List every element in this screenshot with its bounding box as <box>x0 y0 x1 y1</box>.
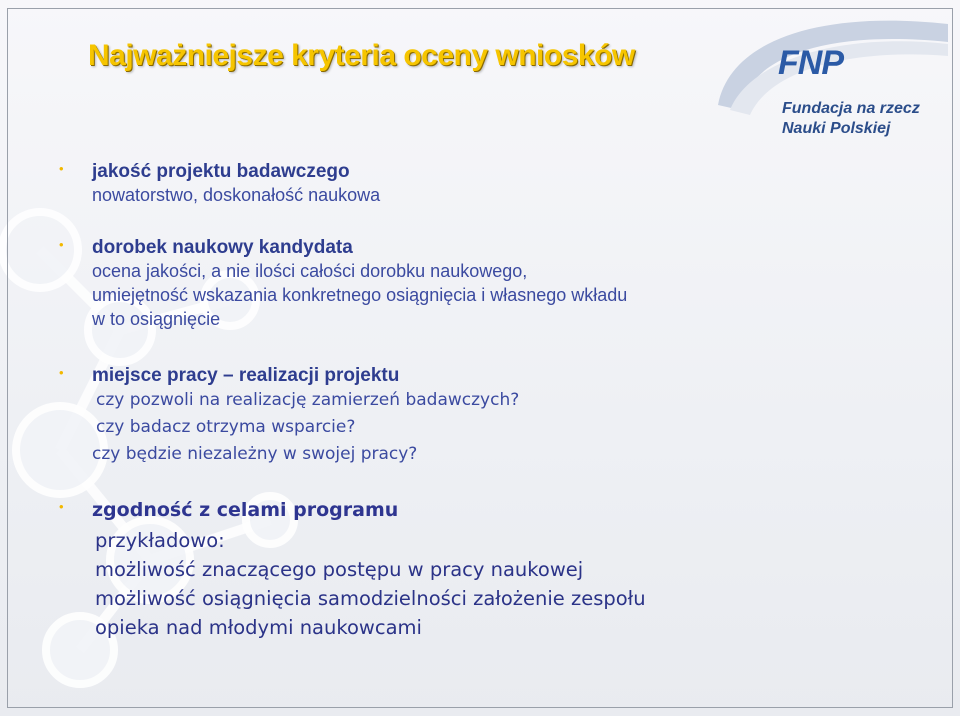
logo-name-line-2: Nauki Polskiej <box>782 120 891 137</box>
criterion-detail: przykładowo: <box>95 529 225 552</box>
criterion-detail: czy badacz otrzyma wsparcie? <box>96 417 356 437</box>
criterion-detail: ocena jakości, a nie ilości całości dorobku naukowego, <box>92 261 528 281</box>
slide-title: Najważniejsze kryteria oceny wniosków <box>88 39 635 72</box>
criterion-item <box>59 160 381 207</box>
criterion-detail: czy będzie niezależny w swojej pracy? <box>92 444 418 464</box>
criterion-detail: umiejętność wskazania konkretnego osiągnięcia i własnego wkładu <box>92 285 628 305</box>
criterion-title: miejsce pracy – realizacji projektu <box>92 365 400 386</box>
criterion-detail: nowatorstwo, doskonałość naukowa <box>92 185 381 205</box>
bullet-icon: • <box>59 365 64 380</box>
criterion-detail: opieka nad młodymi naukowcami <box>95 616 422 639</box>
criterion-detail: możliwość znaczącego postępu w pracy naukowej <box>95 558 584 581</box>
criterion-title: jakość projektu badawczego <box>92 161 350 182</box>
criterion-item <box>59 364 520 468</box>
criterion-item <box>59 236 628 331</box>
logo-name-line-1: Fundacja na rzecz <box>782 100 920 117</box>
logo-abbreviation: FNP <box>778 44 843 82</box>
criterion-title: zgodność z celami programu <box>92 499 399 521</box>
bullet-icon: • <box>59 237 64 252</box>
bullet-icon: • <box>59 161 64 176</box>
bullet-icon: • <box>59 499 64 514</box>
criterion-detail: czy pozwoli na realizację zamierzeń badawczych? <box>96 390 520 410</box>
criterion-item <box>59 498 646 642</box>
criterion-detail: możliwość osiągnięcia samodzielności założenie zespołu <box>95 587 646 610</box>
criterion-detail: w to osiągnięcie <box>92 309 221 329</box>
criterion-title: dorobek naukowy kandydata <box>92 237 353 258</box>
